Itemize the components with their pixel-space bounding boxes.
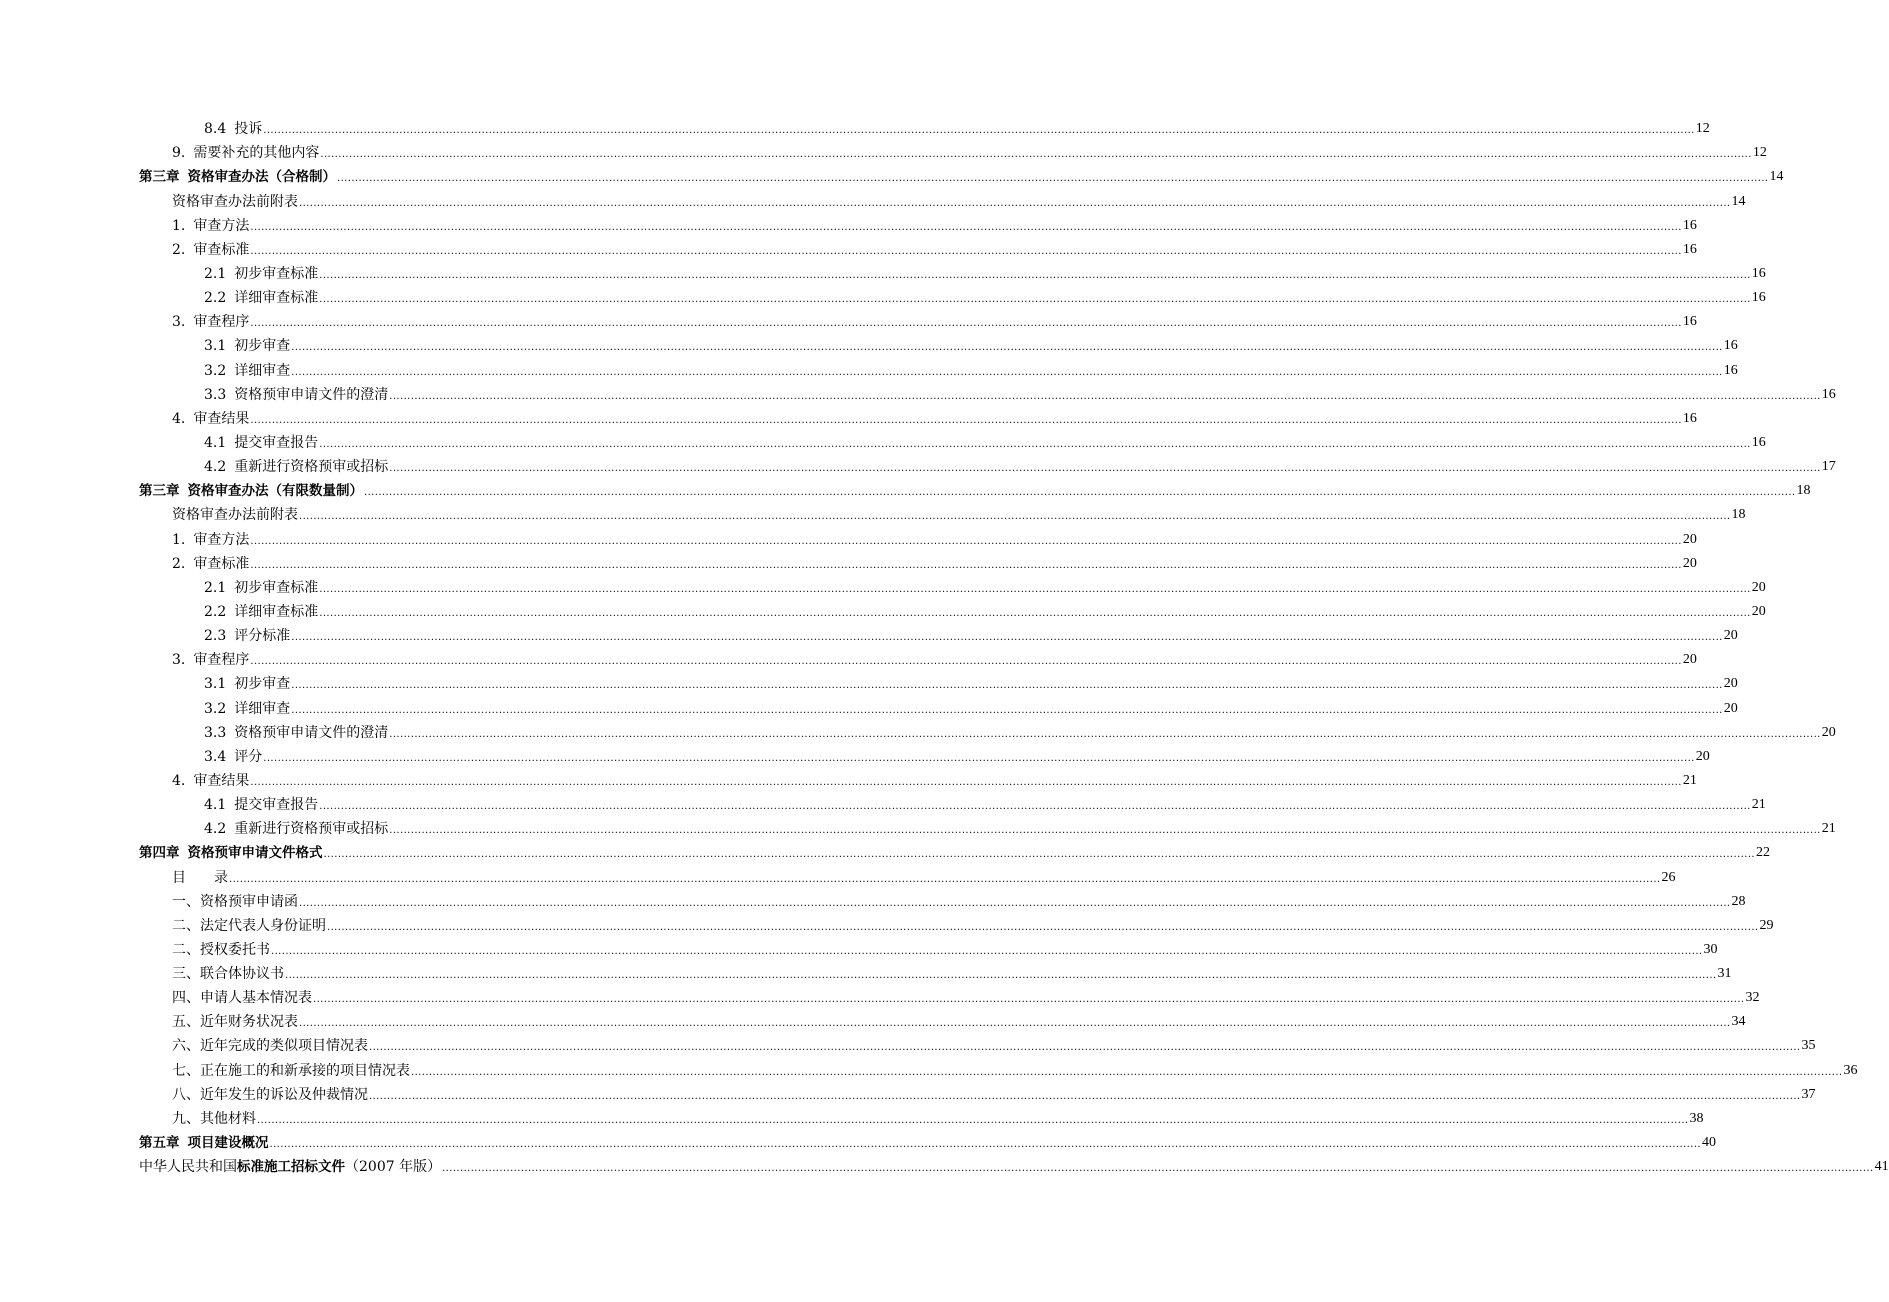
- toc-entry[interactable]: [139, 862, 1676, 886]
- dot-leader: ................................................................................................................................................................................................................................................................................................................................................................................................................: [257, 1114, 1689, 1126]
- toc-page-number: 41: [1874, 1159, 1889, 1175]
- toc-entry[interactable]: [139, 1152, 1889, 1176]
- toc-entry-text: 八、近年发生的诉讼及仲裁情况: [172, 1086, 368, 1103]
- toc-page-number: 30: [1703, 941, 1718, 957]
- toc-entry[interactable]: [139, 211, 1697, 235]
- toc-page-number: 35: [1801, 1038, 1816, 1054]
- toc-entry[interactable]: [139, 911, 1774, 935]
- toc-entry[interactable]: [139, 476, 1811, 500]
- toc-page-number: 38: [1689, 1110, 1704, 1126]
- toc-entry-title: [204, 458, 388, 476]
- toc-entry-text: 审查结果: [193, 772, 250, 789]
- dot-leader: ................................................................................................................................................................................................................................................................................................................................................................................................................: [389, 463, 1821, 475]
- toc-page-number: 20: [1682, 652, 1697, 668]
- dot-leader: ................................................................................................................................................................................................................................................................................................................................................................................................................: [411, 1066, 1843, 1078]
- toc-entry-title: [204, 627, 290, 645]
- dot-leader: ................................................................................................................................................................................................................................................................................................................................................................................................................: [271, 945, 1703, 957]
- toc-entry[interactable]: [139, 597, 1766, 621]
- toc-entry-text: 二、法定代表人身份证明: [172, 917, 326, 934]
- toc-entry-title: [204, 700, 290, 718]
- toc-entry-title: [172, 772, 249, 790]
- toc-page-number: 14: [1731, 193, 1746, 209]
- toc-entry[interactable]: [139, 693, 1738, 717]
- toc-entry-number: 4.2: [204, 459, 227, 476]
- dot-leader: ................................................................................................................................................................................................................................................................................................................................................................................................................: [250, 535, 1682, 547]
- toc-entry-text: 详细审查: [234, 362, 291, 379]
- toc-page-number: 20: [1723, 628, 1738, 644]
- toc-entry-text: 初步审查: [234, 676, 291, 693]
- toc-page-number: 18: [1731, 507, 1746, 523]
- toc-entry-title: [172, 893, 298, 911]
- toc-entry-title: [204, 748, 262, 766]
- dot-leader: ................................................................................................................................................................................................................................................................................................................................................................................................................: [364, 487, 1796, 499]
- dot-leader: ................................................................................................................................................................................................................................................................................................................................................................................................................: [319, 607, 1751, 619]
- toc-entry-text: 重新进行资格预审或招标: [234, 459, 389, 476]
- toc-entry[interactable]: [139, 935, 1718, 959]
- dot-leader: ................................................................................................................................................................................................................................................................................................................................................................................................................: [291, 632, 1723, 644]
- toc-entry-number: 第三章: [139, 483, 180, 500]
- toc-entry-title: [204, 603, 318, 621]
- toc-page-number: 29: [1759, 917, 1774, 933]
- toc-entry-text: 详细审查: [234, 700, 291, 717]
- toc-entry-title: [172, 941, 270, 959]
- toc-entry-title: [172, 506, 298, 524]
- dot-leader: ................................................................................................................................................................................................................................................................................................................................................................................................................: [250, 559, 1682, 571]
- dot-leader: ................................................................................................................................................................................................................................................................................................................................................................................................................: [263, 125, 1695, 137]
- dot-leader: ................................................................................................................................................................................................................................................................................................................................................................................................................: [327, 921, 1759, 933]
- toc-page-number: 16: [1723, 338, 1738, 354]
- toc-entry[interactable]: [139, 500, 1746, 524]
- toc-entry-text: 审查方法: [193, 217, 250, 234]
- toc-entry-number: 2.: [172, 555, 186, 572]
- toc-entry[interactable]: [139, 138, 1767, 162]
- toc-entry-title: [172, 313, 249, 331]
- toc-entry-title: [172, 193, 298, 211]
- toc-entry[interactable]: [139, 766, 1697, 790]
- toc-entry[interactable]: [139, 186, 1746, 210]
- toc-entry-title: [204, 579, 318, 597]
- toc-page-number: 40: [1701, 1135, 1716, 1151]
- toc-entry-title: [172, 1062, 410, 1080]
- toc-entry-title: [172, 917, 326, 935]
- dot-leader: ................................................................................................................................................................................................................................................................................................................................................................................................................: [369, 1042, 1801, 1054]
- toc-entry-number: 2.1: [204, 579, 227, 596]
- toc-entry-text: 六、近年完成的类似项目情况表: [172, 1038, 368, 1055]
- toc-entry-number: 4.2: [204, 821, 227, 838]
- toc-entry[interactable]: [139, 573, 1766, 597]
- toc-entry[interactable]: [139, 331, 1738, 355]
- toc-entry[interactable]: [139, 259, 1766, 283]
- toc-entry[interactable]: [139, 1007, 1746, 1031]
- toc-entry[interactable]: [139, 621, 1738, 645]
- toc-page-number: 21: [1821, 821, 1836, 837]
- toc-entry-title: [139, 844, 323, 862]
- toc-page-number: 20: [1723, 700, 1738, 716]
- toc-entry-title: [172, 1086, 368, 1104]
- toc-entry[interactable]: [139, 524, 1697, 548]
- dot-leader: ................................................................................................................................................................................................................................................................................................................................................................................................................: [291, 342, 1723, 354]
- toc-entry-text: 初步审查标准: [234, 265, 319, 282]
- toc-entry-text: 二、授权委托书: [172, 941, 270, 958]
- toc-entry-text: 详细审查标准: [234, 290, 319, 307]
- toc-entry[interactable]: [139, 283, 1766, 307]
- dot-leader: ................................................................................................................................................................................................................................................................................................................................................................................................................: [250, 221, 1682, 233]
- dot-leader: ................................................................................................................................................................................................................................................................................................................................................................................................................: [319, 583, 1751, 595]
- dot-leader: ................................................................................................................................................................................................................................................................................................................................................................................................................: [389, 728, 1821, 740]
- dot-leader: ................................................................................................................................................................................................................................................................................................................................................................................................................: [299, 197, 1731, 209]
- dot-leader: ................................................................................................................................................................................................................................................................................................................................................................................................................: [291, 366, 1723, 378]
- toc-entry-title: [139, 1134, 269, 1152]
- toc-entry-text: 初步审查标准: [234, 579, 319, 596]
- toc-entry-text: 评分标准: [234, 628, 291, 645]
- toc-entry-number: 2.2: [204, 290, 227, 307]
- toc-page-number: 22: [1755, 845, 1770, 861]
- toc-entry-title: [172, 869, 228, 887]
- toc-page-number: 32: [1745, 990, 1760, 1006]
- toc-page-number: 16: [1723, 362, 1738, 378]
- toc-entry-number: 2.: [172, 241, 186, 258]
- toc-entry[interactable]: [139, 814, 1836, 838]
- toc-page-number: 36: [1843, 1062, 1858, 1078]
- toc-entry-title: [172, 1110, 256, 1128]
- dot-leader: ................................................................................................................................................................................................................................................................................................................................................................................................................: [299, 897, 1731, 909]
- toc-entry-text: 审查方法: [193, 531, 250, 548]
- toc-page-number: 17: [1821, 459, 1836, 475]
- toc-entry[interactable]: [139, 718, 1836, 742]
- toc-entry-number: 3.1: [204, 676, 227, 693]
- toc-page-number: 20: [1723, 676, 1738, 692]
- dot-leader: ................................................................................................................................................................................................................................................................................................................................................................................................................: [319, 294, 1751, 306]
- toc-page-number: 16: [1682, 410, 1697, 426]
- toc-entry-number: 2.1: [204, 265, 227, 282]
- toc-page-number: 18: [1796, 483, 1811, 499]
- toc-entry-text: 需要补充的其他内容: [193, 145, 320, 162]
- toc-entry-title: [204, 724, 388, 742]
- toc-entry-title: [172, 1013, 298, 1031]
- toc-entry[interactable]: [139, 380, 1836, 404]
- toc-page-number: 21: [1751, 797, 1766, 813]
- toc-entry-text: 资格预审申请文件格式: [187, 845, 323, 862]
- toc-entry-text: 资格审查办法（有限数量制）: [187, 483, 363, 500]
- toc-entry-number: 3.4: [204, 748, 227, 765]
- dot-leader: ................................................................................................................................................................................................................................................................................................................................................................................................................: [285, 970, 1717, 982]
- toc-entry-title: [204, 796, 318, 814]
- toc-entry[interactable]: [139, 549, 1697, 573]
- toc-entry-text: 三、联合体协议书: [172, 966, 284, 983]
- toc-entry-number: 4.: [172, 410, 186, 427]
- dot-leader: ................................................................................................................................................................................................................................................................................................................................................................................................................: [291, 704, 1723, 716]
- toc-entry[interactable]: [139, 404, 1697, 428]
- toc-entry-text: 七、正在施工的和新承接的项目情况表: [172, 1062, 410, 1079]
- toc-entry-number: 4.: [172, 772, 186, 789]
- toc-entry[interactable]: [139, 1128, 1716, 1152]
- toc-entry-suffix: （2007 年版）: [345, 1159, 442, 1176]
- toc-entry[interactable]: [139, 428, 1766, 452]
- toc-entry-text: 九、其他材料: [172, 1110, 256, 1127]
- toc-page-number: 12: [1695, 121, 1710, 137]
- toc-entry-number: 第五章: [139, 1135, 180, 1152]
- toc-entry-number: 3.2: [204, 362, 227, 379]
- toc-entry-title: [172, 241, 249, 259]
- dot-leader: ................................................................................................................................................................................................................................................................................................................................................................................................................: [337, 173, 1769, 185]
- toc-entry-number: 2.3: [204, 628, 227, 645]
- toc-entry-text: 资格审查办法前附表: [172, 507, 298, 524]
- toc-entry-text: 标准施工招标文件: [237, 1159, 345, 1176]
- toc-entry-text: 资格审查办法（合格制）: [187, 169, 336, 186]
- dot-leader: ................................................................................................................................................................................................................................................................................................................................................................................................................: [389, 390, 1821, 402]
- toc-entry[interactable]: [139, 838, 1770, 862]
- toc-entry[interactable]: [139, 1080, 1816, 1104]
- toc-page-number: 20: [1695, 748, 1710, 764]
- toc-entry-text: 资格预审申请文件的澄清: [234, 724, 389, 741]
- toc-entry-prefix: 中华人民共和国: [139, 1159, 237, 1176]
- toc-entry-title: [204, 120, 262, 138]
- toc-page-number: 20: [1821, 724, 1836, 740]
- dot-leader: ................................................................................................................................................................................................................................................................................................................................................................................................................: [299, 511, 1731, 523]
- toc-entry-text: 审查程序: [193, 314, 250, 331]
- toc-entry-text: 审查标准: [193, 555, 250, 572]
- toc-page-number: 20: [1682, 555, 1697, 571]
- toc-entry-number: 3.: [172, 652, 186, 669]
- toc-entry-text: 五、近年财务状况表: [172, 1014, 298, 1031]
- dot-leader: ................................................................................................................................................................................................................................................................................................................................................................................................................: [250, 776, 1682, 788]
- toc-entry-title: [204, 434, 318, 452]
- toc-entry-number: 9.: [172, 145, 186, 162]
- toc-entry[interactable]: [139, 1104, 1704, 1128]
- toc-entry-title: [172, 217, 249, 235]
- toc-entry-number: 3.2: [204, 700, 227, 717]
- toc-page-number: 20: [1751, 579, 1766, 595]
- dot-leader: ................................................................................................................................................................................................................................................................................................................................................................................................................: [250, 414, 1682, 426]
- toc-entry-title: [204, 820, 388, 838]
- toc-entry[interactable]: [139, 162, 1784, 186]
- toc-page-number: 16: [1682, 217, 1697, 233]
- toc-entry-title: [172, 965, 284, 983]
- toc-entry-title: [172, 651, 249, 669]
- toc-entry-title: [139, 1158, 441, 1176]
- toc-entry-number: 2.2: [204, 603, 227, 620]
- toc-entry-title: [204, 386, 388, 404]
- toc-entry[interactable]: [139, 887, 1746, 911]
- toc-page-number: 20: [1682, 531, 1697, 547]
- toc-entry-text: 审查结果: [193, 410, 250, 427]
- toc-entry[interactable]: [139, 983, 1760, 1007]
- toc-entry[interactable]: [139, 645, 1697, 669]
- toc-entry-text: 审查程序: [193, 652, 250, 669]
- toc-page-number: 31: [1717, 966, 1732, 982]
- toc-page-number: 26: [1661, 869, 1676, 885]
- toc-entry-title: [204, 675, 290, 693]
- toc-entry-title: [172, 555, 249, 573]
- toc-entry-text: 初步审查: [234, 338, 291, 355]
- dot-leader: ................................................................................................................................................................................................................................................................................................................................................................................................................: [263, 752, 1695, 764]
- toc-entry-text: 资格审查办法前附表: [172, 193, 298, 210]
- toc-entry-title: [204, 265, 318, 283]
- toc-entry-text: 资格预审申请文件的澄清: [234, 386, 389, 403]
- toc-page-number: 16: [1682, 241, 1697, 257]
- dot-leader: ................................................................................................................................................................................................................................................................................................................................................................................................................: [269, 1139, 1701, 1151]
- toc-page-number: 16: [1682, 314, 1697, 330]
- dot-leader: ................................................................................................................................................................................................................................................................................................................................................................................................................: [299, 1018, 1731, 1030]
- dot-leader: ................................................................................................................................................................................................................................................................................................................................................................................................................: [319, 438, 1751, 450]
- toc-page-number: 16: [1751, 290, 1766, 306]
- toc-entry[interactable]: [139, 307, 1697, 331]
- toc-entry-number: 第三章: [139, 169, 180, 186]
- toc-entry-title: [204, 362, 290, 380]
- table-of-contents: [139, 114, 1889, 1176]
- dot-leader: ................................................................................................................................................................................................................................................................................................................................................................................................................: [250, 318, 1682, 330]
- toc-entry-title: [204, 337, 290, 355]
- toc-page-number: 16: [1821, 386, 1836, 402]
- toc-entry-title: [139, 482, 363, 500]
- toc-entry-number: 1.: [172, 531, 186, 548]
- toc-page-number: 21: [1682, 772, 1697, 788]
- toc-entry-text: 重新进行资格预审或招标: [234, 821, 389, 838]
- toc-entry[interactable]: [139, 790, 1766, 814]
- toc-entry-number: 3.: [172, 314, 186, 331]
- toc-entry[interactable]: [139, 452, 1836, 476]
- toc-entry-title: [204, 289, 318, 307]
- toc-page-number: 34: [1731, 1014, 1746, 1030]
- toc-entry-text: 项目建设概况: [187, 1135, 269, 1152]
- toc-entry-text: 提交审查报告: [234, 797, 319, 814]
- toc-entry-number: 4.1: [204, 797, 227, 814]
- toc-entry-number: 4.1: [204, 434, 227, 451]
- toc-entry-text: 四、申请人基本情况表: [172, 990, 312, 1007]
- toc-entry[interactable]: [139, 1055, 1858, 1079]
- toc-page-number: 16: [1751, 265, 1766, 281]
- toc-entry[interactable]: [139, 959, 1732, 983]
- dot-leader: ................................................................................................................................................................................................................................................................................................................................................................................................................: [320, 149, 1752, 161]
- dot-leader: ................................................................................................................................................................................................................................................................................................................................................................................................................: [442, 1163, 1874, 1175]
- toc-entry[interactable]: [139, 355, 1738, 379]
- toc-entry-text: 目 录: [172, 869, 228, 886]
- toc-entry-number: 3.3: [204, 386, 227, 403]
- toc-page-number: 14: [1769, 169, 1784, 185]
- dot-leader: ................................................................................................................................................................................................................................................................................................................................................................................................................: [319, 801, 1751, 813]
- toc-entry-number: 1.: [172, 217, 186, 234]
- toc-entry-title: [139, 168, 336, 186]
- dot-leader: ................................................................................................................................................................................................................................................................................................................................................................................................................: [229, 873, 1661, 885]
- toc-page-number: 20: [1751, 603, 1766, 619]
- toc-entry-text: 提交审查报告: [234, 434, 319, 451]
- toc-entry[interactable]: [139, 114, 1710, 138]
- toc-entry-text: 详细审查标准: [234, 603, 319, 620]
- toc-entry-title: [172, 1037, 368, 1055]
- toc-page-number: 12: [1752, 145, 1767, 161]
- toc-entry-text: 一、资格预审申请函: [172, 893, 298, 910]
- toc-entry[interactable]: [139, 669, 1738, 693]
- toc-entry-title: [172, 989, 312, 1007]
- toc-entry-number: 3.1: [204, 338, 227, 355]
- toc-page-number: 37: [1801, 1086, 1816, 1102]
- toc-entry-number: 第四章: [139, 845, 180, 862]
- dot-leader: ................................................................................................................................................................................................................................................................................................................................................................................................................: [250, 245, 1682, 257]
- dot-leader: ................................................................................................................................................................................................................................................................................................................................................................................................................: [250, 656, 1682, 668]
- dot-leader: ................................................................................................................................................................................................................................................................................................................................................................................................................: [313, 994, 1745, 1006]
- toc-entry-text: 评分: [234, 748, 263, 765]
- toc-entry-title: [172, 531, 249, 549]
- dot-leader: ................................................................................................................................................................................................................................................................................................................................................................................................................: [323, 849, 1755, 861]
- toc-entry-text: 投诉: [234, 121, 263, 138]
- toc-page-number: 16: [1751, 434, 1766, 450]
- dot-leader: ................................................................................................................................................................................................................................................................................................................................................................................................................: [319, 269, 1751, 281]
- toc-page-number: 28: [1731, 893, 1746, 909]
- toc-entry[interactable]: [139, 1031, 1816, 1055]
- toc-entry[interactable]: [139, 235, 1697, 259]
- dot-leader: ................................................................................................................................................................................................................................................................................................................................................................................................................: [291, 680, 1723, 692]
- dot-leader: ................................................................................................................................................................................................................................................................................................................................................................................................................: [369, 1090, 1801, 1102]
- toc-entry-title: [172, 144, 319, 162]
- dot-leader: ................................................................................................................................................................................................................................................................................................................................................................................................................: [389, 825, 1821, 837]
- toc-entry-text: 审查标准: [193, 241, 250, 258]
- toc-entry-title: [172, 410, 249, 428]
- toc-entry[interactable]: [139, 742, 1710, 766]
- toc-entry-number: 8.4: [204, 121, 227, 138]
- toc-entry-number: 3.3: [204, 724, 227, 741]
